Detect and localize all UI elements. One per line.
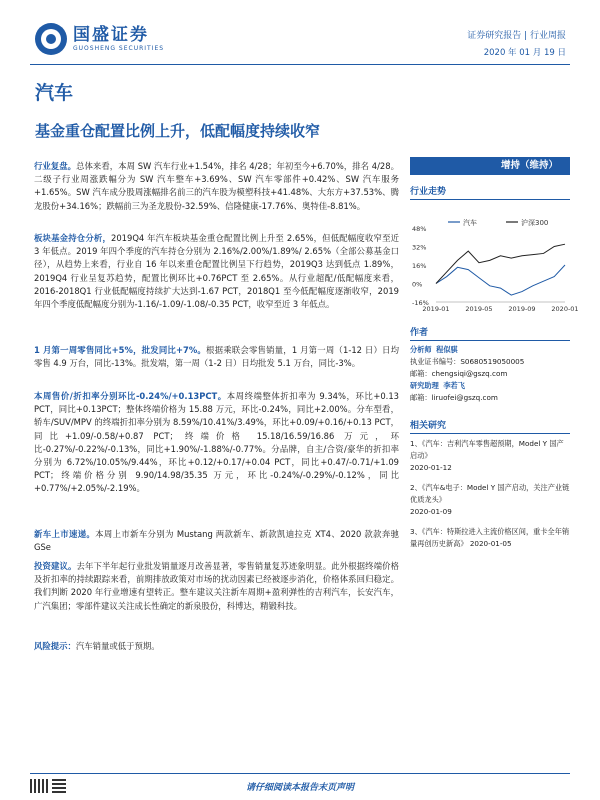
industry-trend-chart	[410, 218, 579, 318]
related-date: 2020-01-12	[410, 463, 452, 472]
related-list	[410, 438, 570, 550]
y-tick-label: 32%	[412, 243, 427, 252]
y-tick-label: 48%	[412, 225, 427, 233]
author-cert: 执业证书编号：S0680519050005	[410, 357, 525, 366]
paragraph-lead: 新车上市速递。	[34, 529, 96, 539]
x-tick-label: 2019-01	[422, 305, 450, 313]
related-date: 2020-01-09	[410, 507, 452, 516]
header-divider	[30, 64, 570, 65]
paragraph-lead: 风险提示：	[34, 641, 76, 651]
paragraph-text: 汽车销量或低于预期。	[75, 641, 160, 651]
footer-divider	[30, 773, 570, 774]
author-email: 邮箱：chengsiqi@gszq.com	[410, 369, 508, 378]
author-role: 分析师	[410, 345, 432, 354]
x-tick-label: 2020-01	[551, 305, 579, 313]
paragraph-advice	[34, 560, 399, 613]
trend-heading: 行业走势	[410, 184, 570, 200]
industry-name: 汽车	[35, 82, 74, 104]
series-line-1	[436, 244, 565, 283]
authors-block	[410, 344, 570, 404]
author-role: 研究助理	[410, 381, 439, 390]
paragraph-lead: 行业复盘。	[34, 161, 77, 171]
y-tick-label: 0%	[412, 280, 423, 289]
paragraph-risk	[34, 640, 399, 653]
y-tick-label: 16%	[412, 262, 427, 270]
report-category: 证券研究报告 | 行业周报	[467, 31, 566, 41]
related-item[interactable]: 2、《汽车&电子：Model Y 国产启动，关注产业链优质龙头》	[410, 483, 570, 504]
company-logo	[35, 22, 164, 56]
paragraph-lead: 投资建议。	[34, 561, 77, 571]
paragraph-sales	[34, 344, 399, 370]
paragraph-newcar	[34, 528, 399, 554]
paragraph-lead: 板块基金持仓分析，	[34, 233, 112, 243]
y-tick-label: -16%	[412, 299, 429, 307]
paragraph-text: 去年下半年起行业批发销量逐月改善显著，零售销量复苏迹象明显。此外根据终端价格及折扣率的持续跟踪来看，前期排放政策对市场的扰动因素已经被逐步消化，价格体系回归稳定。我们判断 2020 年行业增速有望转正。整车建议关注新车周期+盈利弹性的吉利汽车，长安汽车，广汽集团；零部件建议关注成长性确定的新泉股份，科博达，精锻科技。	[34, 561, 400, 611]
paragraph-text: 本周上市新车分别为 Mustang 两款新车、新款凯迪拉克 XT4、2020 款款奔驰 GSe	[34, 529, 400, 553]
related-item[interactable]: 3、《汽车：特斯拉进入主流价格区间，重卡全年销量再创历史新高》 2020-01-05	[410, 527, 570, 548]
author-name: 李若飞	[443, 381, 465, 390]
paragraph-text: 根据乘联会零售销量，1 月第一周（1-12 日）日均零售 4.9 万台，同比-13%。批发端，第一周（1-2 日）日均批发 5.1 万台，同比-3%。	[34, 345, 399, 369]
paragraph-lead: 1 月第一周零售同比+5%，批发同比+7%。	[34, 345, 207, 355]
paragraph-fund	[34, 232, 399, 311]
author-email: 邮箱：liruofei@gszq.com	[410, 393, 498, 402]
x-tick-label: 2019-05	[465, 305, 493, 313]
legend-label: 汽车	[463, 219, 477, 227]
logo-english: GUOSHENG SECURITIES	[73, 45, 165, 52]
paragraph-review	[34, 160, 399, 213]
rating-badge: 增持（维持）	[410, 157, 570, 175]
authors-heading: 作者	[410, 325, 570, 341]
paragraph-lead: 本周售价/折扣率分别环比-0.24%/+0.13PCT。	[34, 391, 227, 401]
related-item[interactable]: 1、《汽车：吉利汽车零售超预期，Model Y 国产启动》	[410, 439, 564, 460]
paragraph-price	[34, 390, 399, 496]
logo-name: 国盛证券	[73, 25, 149, 45]
report-title: 基金重仓配置比例上升，低配幅度持续收窄	[35, 122, 321, 140]
paragraph-text: 总体来看，本周 SW 汽车行业+1.54%，排名 4/28；年初至今+6.70%，排名 4/28。二级子行业周涨跌幅分为 SW 汽车整车+3.69%、SW 汽车零部件+0.42%、SW 汽车服务+1.65%。SW 汽车成分股周涨幅排名前三的汽车股为模塑科技+41.48%、大东方+37.53%、腾龙股份+34.16%；跌幅前三为圣龙股份-32.59%、信隆健康-17.76%、奥特佳-8.81%。	[34, 161, 400, 211]
author-name: 程似骐	[436, 345, 458, 354]
x-tick-label: 2019-09	[508, 305, 536, 313]
legend-label: 沪深300	[521, 219, 549, 227]
disclaimer-note: 请仔细阅读本报告末页声明	[245, 783, 354, 793]
logo-icon	[35, 23, 67, 55]
report-date: 2020 年 01 月 19 日	[483, 48, 566, 58]
paragraph-text: 2019Q4 年汽车板块基金重仓配置比例上升至 2.65%，但低配幅度收窄至近 3 年低点。2019 年四个季度的汽车持仓分别为 2.16%/2.00%/1.89%/ 2.65%（全部公募基金口径），从趋势上来看，行业自 16 年以来重仓配置比例呈下行趋势，2019Q3 达到低点 1.89%，2019Q4 行业呈复苏趋势，配置比例环比+0.76PCT 至 2.65%。从行业超配/低配幅度来看，2016-2018Q1 行业低配幅度持续扩大达到-1.67 PCT，2018Q1 至今低配幅度逐渐收窄，2019 年四个季度低配幅度分别为-1.16/-1.09/-1.08/-0.35 PCT，收窄至近 3 年低点。	[34, 233, 400, 310]
paragraph-text: 本周终端整体折扣率为 9.34%，环比+0.13 PCT，同比+0.13PCT；整体终端价格为 15.88 万元，环比-0.24%，同比+2.00%。分车型看，轿车/SUV/MPV 的终端折扣率分别为 8.59%/10.41%/3.49%，环比+0.09/+0.16/+0.13 PCT，同比+1.09/-0.58/+0.87 PCT；终端价格 15.18/16.59/16.86 万元，环比-0.27%/-0.22%/-0.13%，同比+1.90%/-1.88%/-0.77%。分品牌，自主/合资/豪华的折扣率分别为 6.72%/10.05%/9.44%，环比+0.12/+0.17/+0.04 PCT，同比+0.47/-0.71/+1.09 PCT；终端价格分别 9.90/14.98/35.35 万元，环比-0.24%/-0.29%/-0.12%，同比+0.77%/+2.05%/-2.19%。	[34, 391, 400, 494]
related-heading: 相关研究	[410, 418, 570, 434]
series-line-0	[436, 265, 565, 295]
